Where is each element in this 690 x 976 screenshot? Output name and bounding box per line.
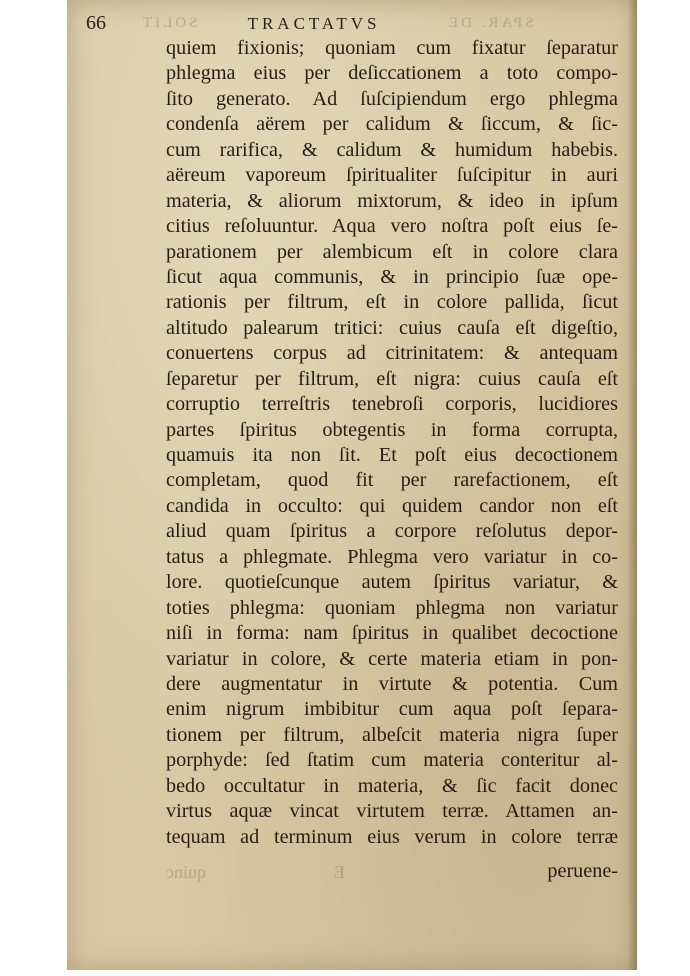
text-line: completam, quod fit per rarefactionem, eſt <box>166 469 618 492</box>
text-line: ſeparetur per filtrum, eſt nigra: cuius cauſa eſt <box>166 367 618 390</box>
text-line: lore. quotieſcunque autem ſpiritus variatur, & <box>166 571 618 594</box>
page-header <box>86 10 546 36</box>
page-footer <box>166 858 618 886</box>
text-line: corruptio terreſtris tenebroſi corporis, lucidiores <box>166 393 618 416</box>
text-line: bedo occultatur in materia, & ſic facit donec <box>166 774 618 797</box>
text-line: candida in occulto: qui quidem candor non eſt <box>166 494 618 517</box>
text-line: dere augmentatur in virtute & potentia. Cum <box>166 672 618 695</box>
text-line: niſi in forma: nam ſpiritus in qualibet decoctione <box>166 622 618 645</box>
page-number: 66 <box>86 12 106 34</box>
text-line: aliud quam ſpiritus a corpore reſolutus depor- <box>166 520 618 543</box>
text-line: porphyde: ſed ſtatim cum materia conteritur al- <box>166 749 618 772</box>
text-line: rationis per filtrum, eſt in colore pallida, ſicut <box>166 291 618 314</box>
text-line: materia, & aliorum mixtorum, & ideo in ipſum <box>166 189 618 212</box>
text-line: citius reſoluuntur. Aqua vero noſtra poſt eius ſe- <box>166 215 618 238</box>
text-line: tatus a phlegmate. Phlegma vero variatur in co- <box>166 545 618 568</box>
text-line: virtus aquæ vincat virtutem terræ. Attamen an- <box>166 800 618 823</box>
show-through-footer-left: quinc <box>166 862 206 882</box>
page-edge-shadow <box>627 0 637 970</box>
running-head: TRACTATVS <box>247 14 381 33</box>
text-line: condenſa aërem per calidum & ſiccum, & ſic- <box>166 113 618 136</box>
catchword: peruene- <box>547 860 618 882</box>
text-line: enim nigrum imbibitur cum aqua poſt ſepara- <box>166 698 618 721</box>
text-line: aëreum vaporeum ſpiritualiter ſuſcipitur in auri <box>166 164 618 187</box>
text-line: ſito generato. Ad ſuſcipiendum ergo phlegma <box>166 87 618 110</box>
text-line: phlegma eius per deſiccationem a toto compo- <box>166 62 618 85</box>
show-through-footer-mid: E <box>334 862 345 882</box>
body-text <box>166 36 618 850</box>
text-line: quiem fixionis; quoniam cum fixatur ſeparatur <box>166 37 618 59</box>
text-line: variatur in colore, & certe materia etiam in pon- <box>166 647 618 670</box>
text-line: partes ſpiritus obtegentis in forma corrupta, <box>166 418 618 441</box>
text-line: tequam ad terminum eius verum in colore terræ <box>166 825 618 848</box>
text-line: cum rarifica, & calidum & humidum habebis. <box>166 138 618 161</box>
text-line: ſicut aqua communis, & in principio ſuæ ope- <box>166 265 618 288</box>
text-line: tionem per filtrum, albeſcit materia nigra ſuper <box>166 723 618 746</box>
text-line: parationem per alembicum eſt in colore clara <box>166 240 618 263</box>
text-line: altitudo palearum tritici: cuius cauſa eſt digeſtio, <box>166 316 618 339</box>
show-through-text-right: SPAR. DE <box>446 15 534 31</box>
text-line: toties phlegma: quoniam phlegma non variatur <box>166 596 618 619</box>
show-through-text-left: SOLIT <box>140 15 198 31</box>
text-line: quamuis ita non ſit. Et poſt eius decoctionem <box>166 444 618 466</box>
text-line: conuertens corpus ad citrinitatem: & antequam <box>166 342 618 365</box>
